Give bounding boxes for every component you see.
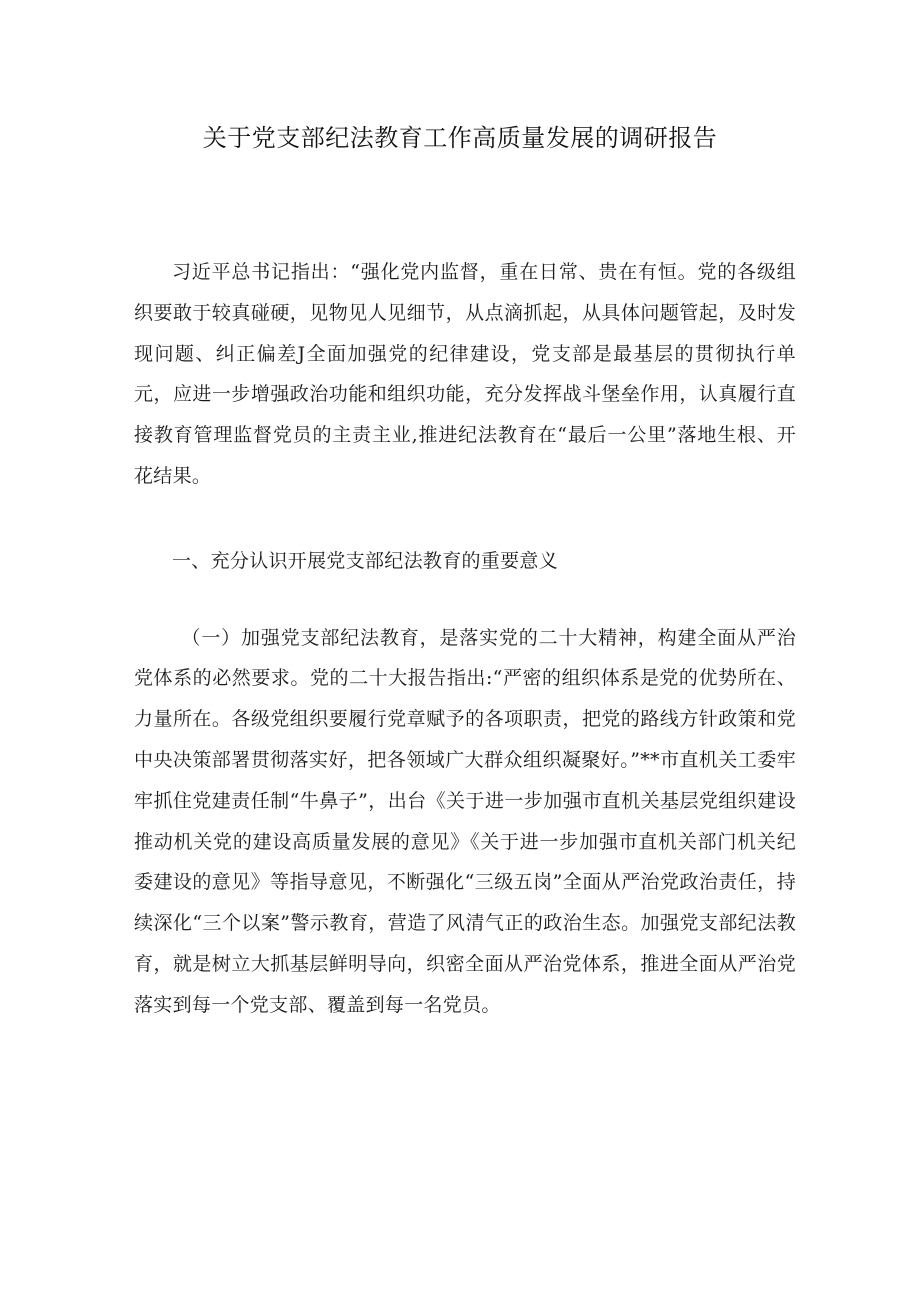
section-heading: 一、充分认识开展党支部纪法教育的重要意义 (172, 549, 559, 572)
intro-paragraph: 习近平总书记指出：“强化党内监督，重在日常、贵在有恒。党的各级组织要敢于较真碰硬，见物见人见细节，从点滴抓起，从具体问题管起，及时发现问题、纠正偏差J全面加强党的纪律建设，党支部是最基层的贯彻执行单元，应进一步增强政治功能和组织功能，充分发挥战斗堡垒作用，认真履行直接教育管理监督党员的主责主业,推进纪法教育在“最后一公里”落地生根、开花结果。 (134, 261, 796, 487)
document-title: 关于党支部纪法教育工作高质量发展的调研报告 (202, 124, 718, 152)
document-body (134, 252, 796, 1026)
subsection-paragraph: （一）加强党支部纪法教育，是落实党的二十大精神，构建全面从严治党体系的必然要求。党的二十大报告指出:“严密的组织体系是党的优势所在、力量所在。各级党组织要履行党章赋予的各项职责，把党的路线方针政策和党中央决策部署贯彻落实好，把各领域广大群众组织凝聚好。”**市直机关工委牢牢抓住党建责任制“牛鼻子”，出台《关于进一步加强市直机关基层党组织建设推动机关党的建设高质量发展的意见》《关于进一步加强市直机关部门机关纪委建设的意见》等指导意见，不断强化“三级五岗”全面从严治党政治责任，持续深化“三个以案”警示教育，营造了风清气正的政治生态。加强党支部纪法教育，就是树立大抓基层鲜明导向，织密全面从严治党体系，推进全面从严治党落实到每一个党支部、覆盖到每一名党员。 (134, 626, 796, 1016)
